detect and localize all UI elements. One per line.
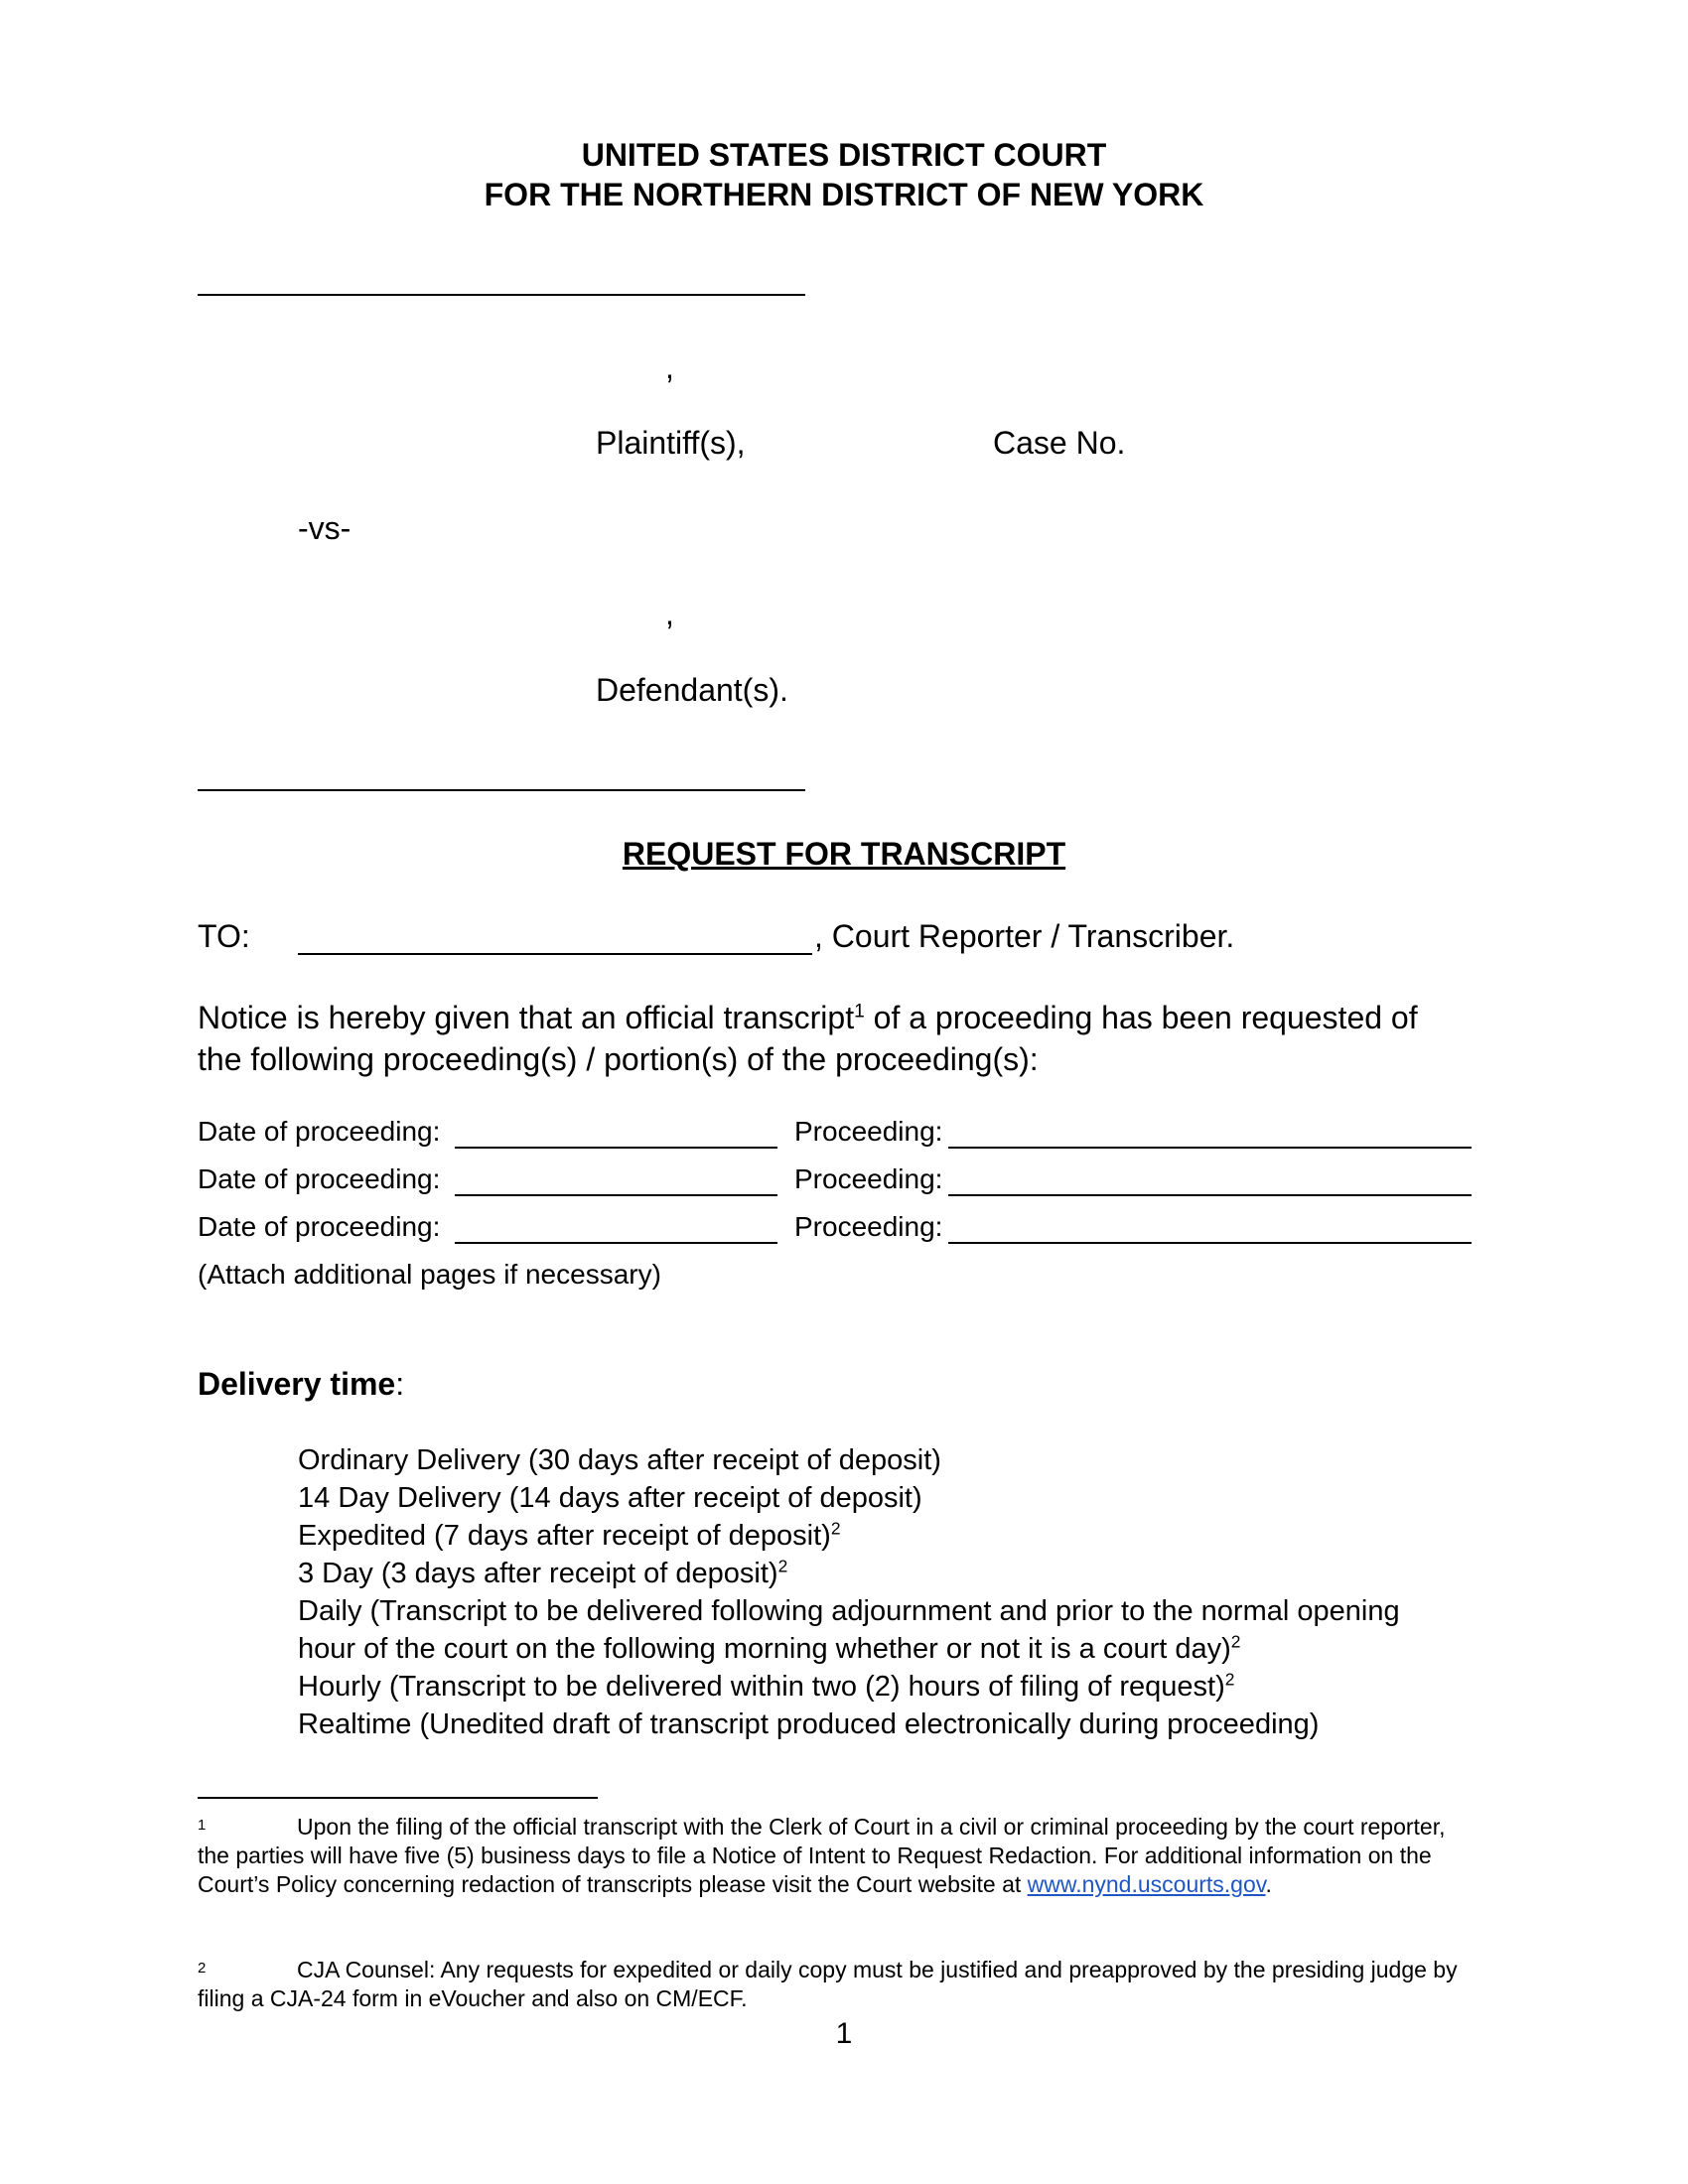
delivery-option-daily[interactable]: Daily (Transcript to be delivered following adjournment and prior to the normal opening bbox=[298, 1595, 1400, 1627]
caption-bottom-rule bbox=[198, 789, 805, 791]
delivery-heading: Delivery time: bbox=[198, 1366, 405, 1402]
date-of-proceeding-label: Date of proceeding: bbox=[198, 1116, 441, 1147]
proceeding-label: Proceeding: bbox=[794, 1163, 943, 1194]
notice-line1: Notice is hereby given that an official transcript$^1$ of a proceeding has been requested of bbox=[198, 1000, 1418, 1035]
form-title: REQUEST FOR TRANSCRIPT bbox=[622, 836, 1066, 872]
defendant-comma: , bbox=[665, 596, 674, 631]
footnote-2: 2 CJA Counsel: Any requests for expedited or daily copy must be justified and preapproved by the presiding judge by filing a CJA-24 form in eVoucher and also on CM/ECF. bbox=[198, 1956, 1459, 2013]
proceeding-label: Proceeding: bbox=[794, 1116, 943, 1147]
court-name-line1: UNITED STATES DISTRICT COURT bbox=[581, 137, 1107, 173]
page-number: 1 bbox=[835, 2017, 853, 2050]
proceeding-field[interactable] bbox=[948, 1117, 1472, 1149]
court-reporter-field[interactable] bbox=[298, 923, 812, 955]
caption-top-rule bbox=[198, 294, 805, 296]
date-of-proceeding-label: Date of proceeding: bbox=[198, 1163, 441, 1194]
delivery-option-3-day[interactable]: 3 Day (3 days after receipt of deposit)$^2$ bbox=[298, 1556, 788, 1589]
plaintiff-label: Plaintiff(s), bbox=[596, 425, 746, 461]
vs-label: -vs- bbox=[298, 510, 352, 546]
footnote-1-number: 1 bbox=[198, 1817, 207, 1834]
proceeding-field[interactable] bbox=[948, 1164, 1472, 1196]
delivery-option-ordinary[interactable]: Ordinary Delivery (30 days after receipt of deposit) bbox=[298, 1444, 941, 1476]
delivery-option-daily-continued: hour of the court on the following morning whether or not it is a court day)$^2$ bbox=[298, 1631, 1241, 1665]
delivery-options-list bbox=[298, 1441, 1400, 1743]
defendant-label: Defendant(s). bbox=[596, 672, 788, 708]
footnote-ref-1: 1 bbox=[854, 1001, 865, 1023]
notice-line2: the following proceeding(s) / portion(s) of the proceeding(s): bbox=[198, 1041, 1039, 1077]
plaintiff-comma: , bbox=[665, 349, 674, 385]
footnote-1: 1 Upon the filing of the official transcript with the Clerk of Court in a civil or criminal proceeding by the court reporter, the parties will have five (5) business days to file a Notice of Intent to Request Redaction. For additional information on the Court’s Policy concerning redaction of transcripts please visit the Court website at www.nynd.uscourts.gov. bbox=[198, 1813, 1459, 1899]
attach-note: (Attach additional pages if necessary) bbox=[198, 1259, 661, 1290]
date-of-proceeding-field[interactable] bbox=[455, 1212, 777, 1244]
footnote-separator bbox=[198, 1797, 598, 1799]
proceeding-field[interactable] bbox=[948, 1212, 1472, 1244]
date-of-proceeding-field[interactable] bbox=[455, 1164, 777, 1196]
delivery-option-hourly[interactable]: Hourly (Transcript to be delivered within two (2) hours of filing of request)$^2$ bbox=[298, 1669, 1235, 1703]
date-of-proceeding-field[interactable] bbox=[455, 1117, 777, 1149]
delivery-option-realtime[interactable]: Realtime (Unedited draft of transcript produced electronically during proceeding) bbox=[298, 1708, 1320, 1740]
to-label: TO: bbox=[198, 918, 250, 954]
delivery-option-14-day[interactable]: 14 Day Delivery (14 days after receipt of deposit) bbox=[298, 1482, 922, 1514]
date-of-proceeding-label: Date of proceeding: bbox=[198, 1211, 441, 1242]
proceeding-label: Proceeding: bbox=[794, 1211, 943, 1242]
case-no-label: Case No. bbox=[993, 425, 1126, 461]
footnote-2-number: 2 bbox=[198, 1960, 207, 1977]
court-name-line2: FOR THE NORTHERN DISTRICT OF NEW YORK bbox=[484, 177, 1204, 212]
delivery-option-expedited[interactable]: Expedited (7 days after receipt of deposit)$^2$ bbox=[298, 1518, 841, 1552]
to-suffix: , Court Reporter / Transcriber. bbox=[814, 918, 1235, 954]
court-website-link[interactable]: www.nynd.uscourts.gov bbox=[1027, 1871, 1266, 1897]
